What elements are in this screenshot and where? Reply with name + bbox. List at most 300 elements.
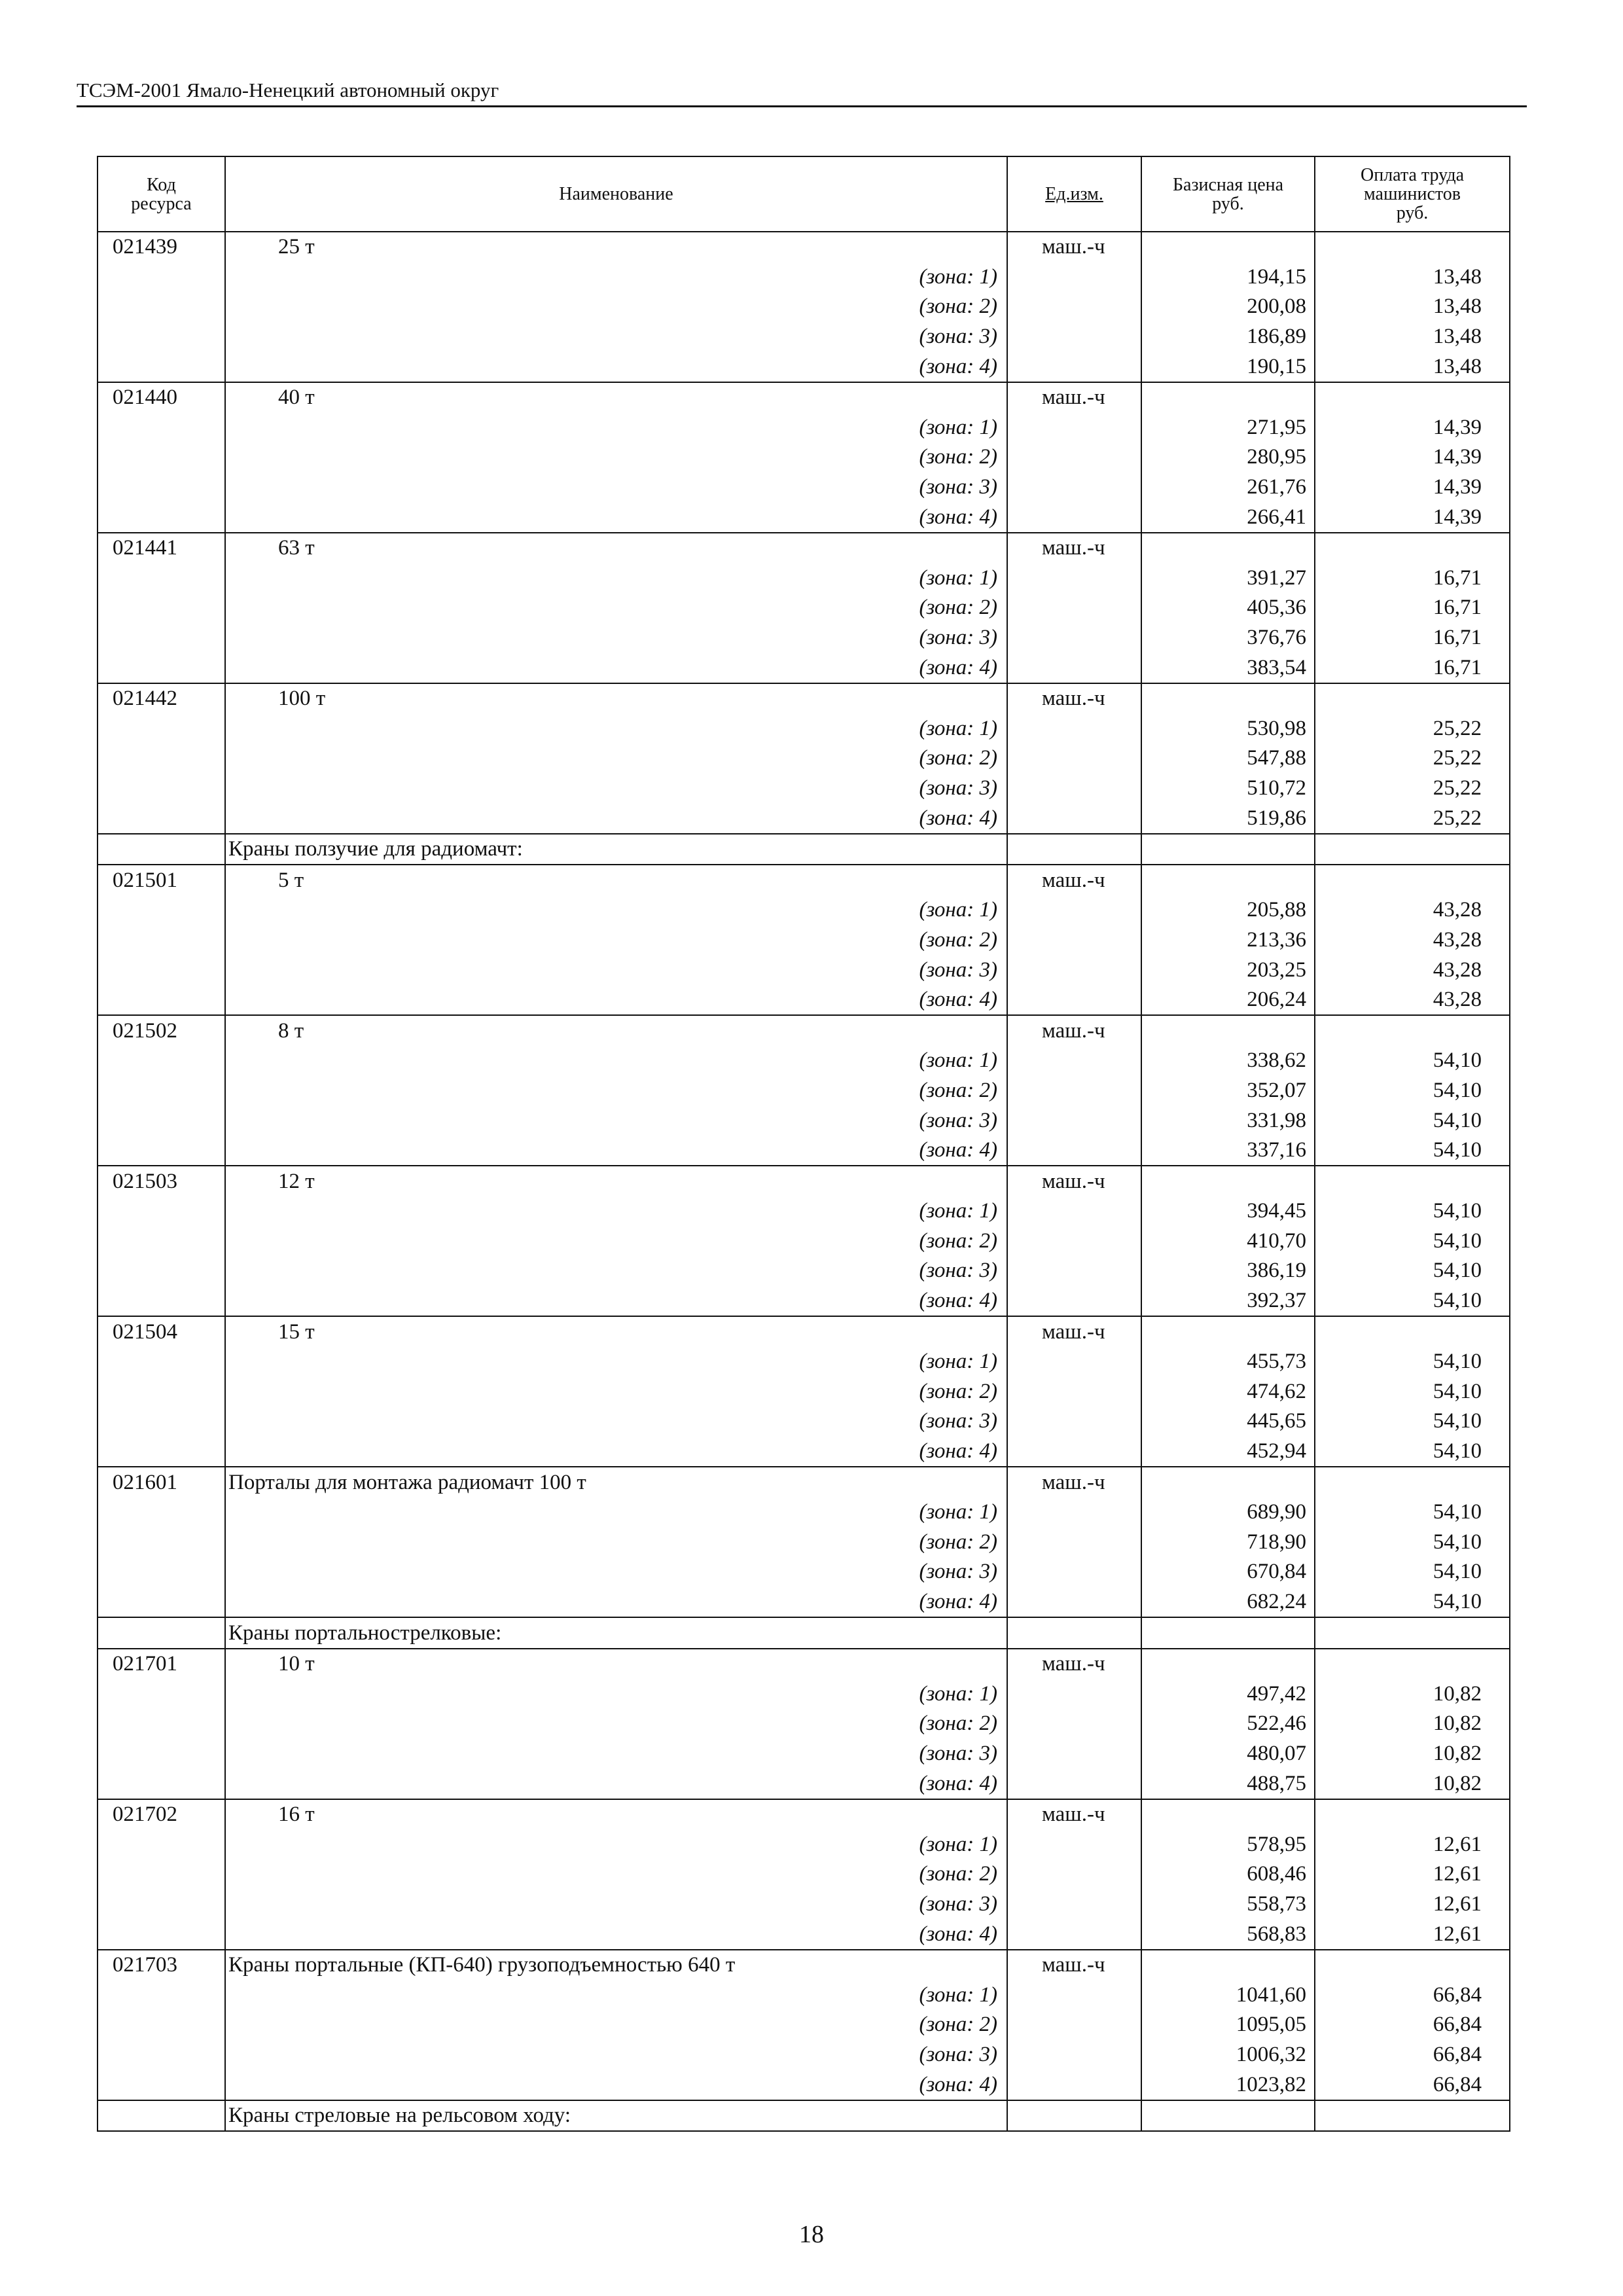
zone-label: (зона: 4) xyxy=(225,1437,1007,1467)
category-row xyxy=(98,834,1510,865)
unit-cell xyxy=(1007,803,1141,834)
zone-row xyxy=(98,1377,1510,1407)
zone-row xyxy=(98,593,1510,623)
unit-cell xyxy=(1007,1196,1141,1227)
zone-label: (зона: 3) xyxy=(225,623,1007,653)
base-price: 608,46 xyxy=(1141,1859,1315,1890)
base-price: 1041,60 xyxy=(1141,1980,1315,2010)
operator-wage: 66,84 xyxy=(1315,2040,1510,2070)
zone-label: (зона: 3) xyxy=(225,1739,1007,1769)
zone-label: (зона: 2) xyxy=(225,442,1007,473)
price-cell xyxy=(1141,533,1315,564)
zone-row xyxy=(98,1528,1510,1558)
zone-label: (зона: 1) xyxy=(225,1829,1007,1859)
unit-cell xyxy=(1007,351,1141,382)
wage-cell xyxy=(1315,1649,1510,1679)
category-row xyxy=(98,2100,1510,2132)
base-price: 205,88 xyxy=(1141,895,1315,925)
operator-wage: 13,48 xyxy=(1315,322,1510,352)
base-price: 391,27 xyxy=(1141,564,1315,594)
base-price: 352,07 xyxy=(1141,1076,1315,1106)
zone-row xyxy=(98,413,1510,443)
wage-cell xyxy=(1315,2100,1510,2132)
header-divider xyxy=(77,105,1527,107)
zone-label: (зона: 3) xyxy=(225,1557,1007,1587)
base-price: 280,95 xyxy=(1141,442,1315,473)
unit-cell xyxy=(1007,593,1141,623)
resource-code-cell xyxy=(98,985,225,1016)
zone-label: (зона: 4) xyxy=(225,985,1007,1016)
resource-name: 100 т xyxy=(225,683,1007,714)
zone-row xyxy=(98,955,1510,985)
unit-cell xyxy=(1007,1679,1141,1710)
resource-code: 021703 xyxy=(98,1950,225,1981)
wage-cell xyxy=(1315,865,1510,895)
unit-of-measure: маш.-ч xyxy=(1007,382,1141,413)
zone-row xyxy=(98,985,1510,1016)
operator-wage: 54,10 xyxy=(1315,1076,1510,1106)
zone-row xyxy=(98,714,1510,744)
zone-label: (зона: 1) xyxy=(225,1498,1007,1528)
wage-cell xyxy=(1315,1950,1510,1981)
operator-wage: 66,84 xyxy=(1315,2070,1510,2100)
base-price: 338,62 xyxy=(1141,1046,1315,1076)
table-row xyxy=(98,1015,1510,1046)
unit-cell xyxy=(1007,1286,1141,1317)
unit-of-measure: маш.-ч xyxy=(1007,1950,1141,1981)
operator-wage: 16,71 xyxy=(1315,653,1510,683)
price-cell xyxy=(1141,1799,1315,1830)
operator-wage: 54,10 xyxy=(1315,1105,1510,1136)
unit-cell xyxy=(1007,1105,1141,1136)
operator-wage: 43,28 xyxy=(1315,955,1510,985)
zone-row xyxy=(98,653,1510,683)
wage-cell xyxy=(1315,1617,1510,1649)
operator-wage: 54,10 xyxy=(1315,1227,1510,1257)
zone-row xyxy=(98,1076,1510,1106)
resource-name: 40 т xyxy=(225,382,1007,413)
operator-wage: 43,28 xyxy=(1315,985,1510,1016)
zone-label: (зона: 1) xyxy=(225,1347,1007,1377)
base-price: 670,84 xyxy=(1141,1557,1315,1587)
resource-price-table xyxy=(97,156,1510,2132)
base-price: 445,65 xyxy=(1141,1407,1315,1437)
operator-wage: 13,48 xyxy=(1315,262,1510,293)
operator-wage: 10,82 xyxy=(1315,1768,1510,1799)
category-row xyxy=(98,1617,1510,1649)
zone-label: (зона: 3) xyxy=(225,1105,1007,1136)
wage-cell xyxy=(1315,1799,1510,1830)
unit-of-measure: маш.-ч xyxy=(1007,1166,1141,1196)
resource-code-cell xyxy=(98,1076,225,1106)
operator-wage: 43,28 xyxy=(1315,925,1510,956)
resource-code-cell xyxy=(98,1890,225,1920)
zone-row xyxy=(98,1046,1510,1076)
resource-code: 021441 xyxy=(98,533,225,564)
zone-row xyxy=(98,1256,1510,1286)
unit-cell xyxy=(1007,322,1141,352)
operator-wage: 12,61 xyxy=(1315,1890,1510,1920)
resource-code-cell xyxy=(98,351,225,382)
price-cell xyxy=(1141,382,1315,413)
category-name: Краны стреловые на рельсовом ходу: xyxy=(225,2100,1007,2132)
zone-row xyxy=(98,1859,1510,1890)
table-row xyxy=(98,1799,1510,1830)
zone-label: (зона: 4) xyxy=(225,803,1007,834)
table-row xyxy=(98,533,1510,564)
zone-row xyxy=(98,1919,1510,1950)
unit-of-measure: маш.-ч xyxy=(1007,865,1141,895)
resource-code-cell xyxy=(98,564,225,594)
unit-cell xyxy=(1007,1587,1141,1618)
unit-of-measure: маш.-ч xyxy=(1007,1649,1141,1679)
resource-code-cell xyxy=(98,1347,225,1377)
unit-cell xyxy=(1007,955,1141,985)
table-row xyxy=(98,683,1510,714)
table-header-row xyxy=(98,156,1510,232)
operator-wage: 13,48 xyxy=(1315,351,1510,382)
base-price: 718,90 xyxy=(1141,1528,1315,1558)
zone-label: (зона: 4) xyxy=(225,653,1007,683)
unit-cell xyxy=(1007,1046,1141,1076)
base-price: 510,72 xyxy=(1141,774,1315,804)
unit-cell xyxy=(1007,1829,1141,1859)
wage-cell xyxy=(1315,834,1510,865)
price-cell xyxy=(1141,834,1315,865)
price-cell xyxy=(1141,1316,1315,1347)
base-price: 337,16 xyxy=(1141,1136,1315,1166)
resource-code-cell xyxy=(98,502,225,533)
unit-cell xyxy=(1007,1498,1141,1528)
unit-cell xyxy=(1007,564,1141,594)
zone-label: (зона: 4) xyxy=(225,1286,1007,1317)
operator-wage: 54,10 xyxy=(1315,1347,1510,1377)
resource-code-cell xyxy=(98,803,225,834)
resource-code-cell xyxy=(98,744,225,774)
base-price: 1095,05 xyxy=(1141,2010,1315,2040)
base-price: 519,86 xyxy=(1141,803,1315,834)
unit-of-measure: маш.-ч xyxy=(1007,232,1141,262)
operator-wage: 25,22 xyxy=(1315,774,1510,804)
zone-row xyxy=(98,1829,1510,1859)
price-cell xyxy=(1141,1649,1315,1679)
unit-cell xyxy=(1007,1617,1141,1649)
zone-row xyxy=(98,1136,1510,1166)
table-body xyxy=(98,232,1510,2131)
unit-cell xyxy=(1007,714,1141,744)
resource-code-cell xyxy=(98,2100,225,2132)
unit-cell xyxy=(1007,292,1141,322)
column-header-wage: Оплата труда машинистов руб. xyxy=(1315,156,1510,232)
resource-code-cell xyxy=(98,1407,225,1437)
price-cell xyxy=(1141,1617,1315,1649)
resource-code-cell xyxy=(98,1437,225,1467)
unit-cell xyxy=(1007,2070,1141,2100)
unit-of-measure: маш.-ч xyxy=(1007,1799,1141,1830)
zone-label: (зона: 1) xyxy=(225,714,1007,744)
unit-of-measure: маш.-ч xyxy=(1007,1015,1141,1046)
price-cell xyxy=(1141,1950,1315,1981)
price-cell xyxy=(1141,2100,1315,2132)
zone-row xyxy=(98,1557,1510,1587)
zone-label: (зона: 2) xyxy=(225,593,1007,623)
resource-code-cell xyxy=(98,262,225,293)
base-price: 689,90 xyxy=(1141,1498,1315,1528)
resource-code-cell xyxy=(98,2010,225,2040)
operator-wage: 14,39 xyxy=(1315,413,1510,443)
resource-name: 63 т xyxy=(225,533,1007,564)
page-number: 18 xyxy=(799,2221,824,2248)
column-header-price: Базисная цена руб. xyxy=(1141,156,1315,232)
zone-row xyxy=(98,564,1510,594)
base-price: 410,70 xyxy=(1141,1227,1315,1257)
resource-code-cell xyxy=(98,1768,225,1799)
unit-cell xyxy=(1007,1890,1141,1920)
zone-row xyxy=(98,2040,1510,2070)
table-row xyxy=(98,1467,1510,1498)
wage-cell xyxy=(1315,1015,1510,1046)
base-price: 480,07 xyxy=(1141,1739,1315,1769)
unit-cell xyxy=(1007,925,1141,956)
zone-row xyxy=(98,1679,1510,1710)
zone-row xyxy=(98,1739,1510,1769)
operator-wage: 14,39 xyxy=(1315,502,1510,533)
base-price: 522,46 xyxy=(1141,1709,1315,1739)
base-price: 405,36 xyxy=(1141,593,1315,623)
resource-code-cell xyxy=(98,1587,225,1618)
zone-label: (зона: 1) xyxy=(225,1046,1007,1076)
base-price: 530,98 xyxy=(1141,714,1315,744)
base-price: 190,15 xyxy=(1141,351,1315,382)
resource-name: 5 т xyxy=(225,865,1007,895)
unit-cell xyxy=(1007,1709,1141,1739)
zone-label: (зона: 2) xyxy=(225,1377,1007,1407)
zone-row xyxy=(98,442,1510,473)
operator-wage: 54,10 xyxy=(1315,1256,1510,1286)
zone-label: (зона: 2) xyxy=(225,1227,1007,1257)
table-row xyxy=(98,1649,1510,1679)
resource-code-cell xyxy=(98,1286,225,1317)
zone-row xyxy=(98,262,1510,293)
unit-cell xyxy=(1007,1768,1141,1799)
zone-row xyxy=(98,925,1510,956)
price-cell xyxy=(1141,683,1315,714)
unit-cell xyxy=(1007,1347,1141,1377)
zone-row xyxy=(98,1196,1510,1227)
base-price: 200,08 xyxy=(1141,292,1315,322)
resource-code-cell xyxy=(98,1256,225,1286)
resource-code-cell xyxy=(98,1617,225,1649)
base-price: 474,62 xyxy=(1141,1377,1315,1407)
zone-label: (зона: 4) xyxy=(225,351,1007,382)
price-cell xyxy=(1141,232,1315,262)
resource-code-cell xyxy=(98,895,225,925)
resource-name: 8 т xyxy=(225,1015,1007,1046)
zone-row xyxy=(98,1587,1510,1618)
base-price: 452,94 xyxy=(1141,1437,1315,1467)
resource-code: 021702 xyxy=(98,1799,225,1830)
zone-label: (зона: 1) xyxy=(225,413,1007,443)
operator-wage: 25,22 xyxy=(1315,803,1510,834)
zone-label: (зона: 1) xyxy=(225,1196,1007,1227)
resource-code-cell xyxy=(98,1498,225,1528)
base-price: 497,42 xyxy=(1141,1679,1315,1710)
operator-wage: 14,39 xyxy=(1315,442,1510,473)
unit-cell xyxy=(1007,1076,1141,1106)
resource-code: 021439 xyxy=(98,232,225,262)
zone-label: (зона: 3) xyxy=(225,473,1007,503)
resource-code-cell xyxy=(98,925,225,956)
unit-cell xyxy=(1007,502,1141,533)
wage-cell xyxy=(1315,683,1510,714)
zone-row xyxy=(98,292,1510,322)
operator-wage: 54,10 xyxy=(1315,1136,1510,1166)
zone-label: (зона: 2) xyxy=(225,925,1007,956)
resource-code-cell xyxy=(98,1196,225,1227)
zone-label: (зона: 4) xyxy=(225,1919,1007,1950)
resource-code-cell xyxy=(98,2070,225,2100)
operator-wage: 54,10 xyxy=(1315,1498,1510,1528)
operator-wage: 54,10 xyxy=(1315,1286,1510,1317)
wage-cell xyxy=(1315,1316,1510,1347)
zone-label: (зона: 1) xyxy=(225,1679,1007,1710)
unit-cell xyxy=(1007,985,1141,1016)
resource-code-cell xyxy=(98,1528,225,1558)
table-row xyxy=(98,1950,1510,1981)
resource-code-cell xyxy=(98,1557,225,1587)
unit-cell xyxy=(1007,413,1141,443)
resource-code: 021503 xyxy=(98,1166,225,1196)
base-price: 383,54 xyxy=(1141,653,1315,683)
resource-code-cell xyxy=(98,1136,225,1166)
resource-code-cell xyxy=(98,1829,225,1859)
unit-cell xyxy=(1007,895,1141,925)
column-header-name: Наименование xyxy=(225,156,1007,232)
operator-wage: 25,22 xyxy=(1315,744,1510,774)
resource-name: Порталы для монтажа радиомачт 100 т xyxy=(225,1467,1007,1498)
price-cell xyxy=(1141,1015,1315,1046)
zone-label: (зона: 1) xyxy=(225,1980,1007,2010)
zone-label: (зона: 3) xyxy=(225,1407,1007,1437)
table-row xyxy=(98,1166,1510,1196)
operator-wage: 10,82 xyxy=(1315,1739,1510,1769)
table-row xyxy=(98,382,1510,413)
operator-wage: 10,82 xyxy=(1315,1709,1510,1739)
base-price: 203,25 xyxy=(1141,955,1315,985)
wage-cell xyxy=(1315,1166,1510,1196)
zone-row xyxy=(98,1347,1510,1377)
unit-of-measure: маш.-ч xyxy=(1007,1316,1141,1347)
unit-cell xyxy=(1007,1437,1141,1467)
zone-row xyxy=(98,774,1510,804)
unit-cell xyxy=(1007,1557,1141,1587)
zone-label: (зона: 3) xyxy=(225,2040,1007,2070)
operator-wage: 54,10 xyxy=(1315,1377,1510,1407)
base-price: 488,75 xyxy=(1141,1768,1315,1799)
unit-cell xyxy=(1007,1407,1141,1437)
wage-cell xyxy=(1315,1467,1510,1498)
zone-row xyxy=(98,351,1510,382)
base-price: 186,89 xyxy=(1141,322,1315,352)
table-row xyxy=(98,1316,1510,1347)
zone-row xyxy=(98,1498,1510,1528)
zone-label: (зона: 2) xyxy=(225,1076,1007,1106)
column-header-code: Код ресурса xyxy=(98,156,225,232)
zone-label: (зона: 3) xyxy=(225,955,1007,985)
base-price: 266,41 xyxy=(1141,502,1315,533)
zone-row xyxy=(98,1768,1510,1799)
resource-code: 021601 xyxy=(98,1467,225,1498)
base-price: 194,15 xyxy=(1141,262,1315,293)
zone-row xyxy=(98,1105,1510,1136)
zone-label: (зона: 4) xyxy=(225,1587,1007,1618)
unit-cell xyxy=(1007,1136,1141,1166)
base-price: 386,19 xyxy=(1141,1256,1315,1286)
resource-code-cell xyxy=(98,774,225,804)
base-price: 455,73 xyxy=(1141,1347,1315,1377)
operator-wage: 12,61 xyxy=(1315,1859,1510,1890)
zone-label: (зона: 3) xyxy=(225,322,1007,352)
zone-row xyxy=(98,322,1510,352)
base-price: 568,83 xyxy=(1141,1919,1315,1950)
category-name: Краны ползучие для радиомачт: xyxy=(225,834,1007,865)
resource-code: 021440 xyxy=(98,382,225,413)
operator-wage: 43,28 xyxy=(1315,895,1510,925)
base-price: 1006,32 xyxy=(1141,2040,1315,2070)
unit-cell xyxy=(1007,262,1141,293)
base-price: 547,88 xyxy=(1141,744,1315,774)
operator-wage: 16,71 xyxy=(1315,593,1510,623)
resource-code-cell xyxy=(98,1046,225,1076)
table-row xyxy=(98,232,1510,262)
resource-code-cell xyxy=(98,1919,225,1950)
price-cell xyxy=(1141,1467,1315,1498)
unit-cell xyxy=(1007,1377,1141,1407)
operator-wage: 10,82 xyxy=(1315,1679,1510,1710)
zone-row xyxy=(98,473,1510,503)
unit-of-measure: маш.-ч xyxy=(1007,683,1141,714)
resource-name: 12 т xyxy=(225,1166,1007,1196)
zone-label: (зона: 1) xyxy=(225,895,1007,925)
resource-code-cell xyxy=(98,1227,225,1257)
category-name: Краны портальнострелковые: xyxy=(225,1617,1007,1649)
zone-label: (зона: 2) xyxy=(225,292,1007,322)
resource-name: 25 т xyxy=(225,232,1007,262)
base-price: 331,98 xyxy=(1141,1105,1315,1136)
operator-wage: 12,61 xyxy=(1315,1829,1510,1859)
resource-name: 16 т xyxy=(225,1799,1007,1830)
zone-label: (зона: 4) xyxy=(225,1136,1007,1166)
unit-of-measure: маш.-ч xyxy=(1007,1467,1141,1498)
base-price: 213,36 xyxy=(1141,925,1315,956)
operator-wage: 16,71 xyxy=(1315,564,1510,594)
resource-code-cell xyxy=(98,593,225,623)
unit-cell xyxy=(1007,2010,1141,2040)
zone-row xyxy=(98,2010,1510,2040)
unit-cell xyxy=(1007,1980,1141,2010)
unit-cell xyxy=(1007,1739,1141,1769)
operator-wage: 66,84 xyxy=(1315,2010,1510,2040)
base-price: 206,24 xyxy=(1141,985,1315,1016)
resource-code: 021442 xyxy=(98,683,225,714)
base-price: 578,95 xyxy=(1141,1829,1315,1859)
resource-code-cell xyxy=(98,442,225,473)
resource-code-cell xyxy=(98,292,225,322)
table-row xyxy=(98,865,1510,895)
unit-of-measure: маш.-ч xyxy=(1007,533,1141,564)
operator-wage: 54,10 xyxy=(1315,1587,1510,1618)
resource-name: 10 т xyxy=(225,1649,1007,1679)
